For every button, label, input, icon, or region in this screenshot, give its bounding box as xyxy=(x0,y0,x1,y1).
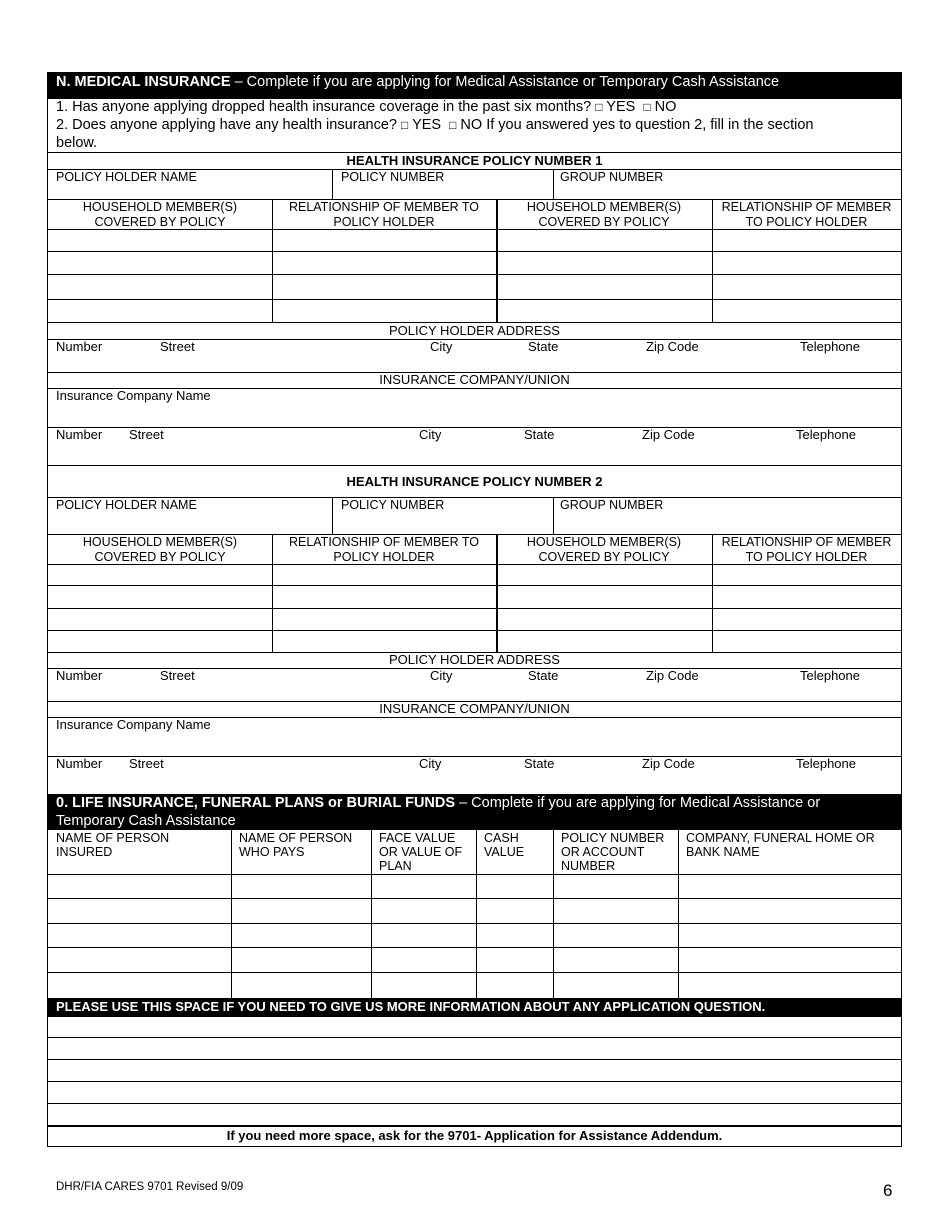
policy-1-addr-city: City xyxy=(430,339,453,354)
section-n-subtitle: – Complete if you are applying for Medical Assistance or Temporary Cash Assistance xyxy=(230,74,780,90)
policy-1-member-row[interactable] xyxy=(48,251,901,252)
policy-2-member-row[interactable] xyxy=(48,630,901,631)
policy-2-co-zip: Zip Code xyxy=(642,756,695,771)
policy-1-member-row[interactable] xyxy=(48,299,901,300)
policy-1-group-number-label: GROUP NUMBER xyxy=(560,170,664,184)
policy-1-addr-telephone: Telephone xyxy=(800,339,860,354)
policy-2-co-state: State xyxy=(524,756,555,771)
section-o-row[interactable] xyxy=(48,923,901,924)
policy-2-co-city: City xyxy=(419,756,442,771)
policy-2-addr-zip: Zip Code xyxy=(646,668,699,683)
section-o-row[interactable] xyxy=(48,898,901,899)
policy-2-addr-telephone: Telephone xyxy=(800,668,860,683)
section-o-subtitle-line2: Temporary Cash Assistance xyxy=(56,813,236,829)
question-2-followup-cont: below. xyxy=(56,135,98,151)
more-info-line[interactable] xyxy=(48,1037,901,1038)
policy-1-co-state: State xyxy=(524,427,555,442)
section-o-col-policy-number: POLICY NUMBER OR ACCOUNT NUMBER xyxy=(561,831,665,873)
section-o-title: 0. LIFE INSURANCE, FUNERAL PLANS or BURIAL FUNDS xyxy=(56,795,456,811)
q2-followup: If you answered yes to question 2, fill in the section xyxy=(486,117,814,133)
section-n-header xyxy=(48,73,901,99)
policy-2-company-heading: INSURANCE COMPANY/UNION xyxy=(379,701,570,716)
policy-2-policy-number-label: POLICY NUMBER xyxy=(341,498,445,512)
policy-2-relationship-col-b: RELATIONSHIP OF MEMBER TO POLICY HOLDER xyxy=(721,535,892,564)
policy-2-relationship-col-a: RELATIONSHIP OF MEMBER TO POLICY HOLDER xyxy=(288,535,480,564)
policy-1-co-street: Street xyxy=(129,427,164,442)
more-info-header: PLEASE USE THIS SPACE IF YOU NEED TO GIVE US MORE INFORMATION ABOUT ANY APPLICATION QUESTION. xyxy=(48,998,901,1016)
q1-yes-checkbox[interactable]: □ xyxy=(595,100,603,114)
policy-2-company-name-label: Insurance Company Name xyxy=(56,717,211,732)
policy-2-co-number: Number xyxy=(56,756,103,771)
policy-2-addr-street: Street xyxy=(160,668,195,683)
policy-1-address-heading: POLICY HOLDER ADDRESS xyxy=(389,323,560,338)
q2-yes-checkbox[interactable]: □ xyxy=(401,118,409,132)
more-info-line[interactable] xyxy=(48,1059,901,1060)
policy-1-company-name-label: Insurance Company Name xyxy=(56,388,211,403)
policy-2-addr-city: City xyxy=(430,668,453,683)
policy-1-policy-number-label: POLICY NUMBER xyxy=(341,170,445,184)
question-1: 1. Has anyone applying dropped health insurance coverage in the past six months? □ YES □ NO xyxy=(56,99,677,115)
policy-2-members-col-a: HOUSEHOLD MEMBER(S) COVERED BY POLICY xyxy=(82,535,238,564)
q2-no-checkbox[interactable]: □ xyxy=(449,118,457,132)
page-number: 6 xyxy=(883,1181,893,1200)
policy-1-addr-street: Street xyxy=(160,339,195,354)
q1-yes-label: YES xyxy=(606,99,636,115)
section-o-col-face-value: FACE VALUE OR VALUE OF PLAN xyxy=(379,831,463,873)
form-code: DHR/FIA CARES 9701 Revised 9/09 xyxy=(56,1181,244,1193)
q1-no-checkbox[interactable]: □ xyxy=(643,100,651,114)
policy-2-addr-state: State xyxy=(528,668,559,683)
section-o-row[interactable] xyxy=(48,972,901,973)
more-info-line[interactable] xyxy=(48,1103,901,1104)
section-o-subtitle: – Complete if you are applying for Medical Assistance or xyxy=(455,795,821,811)
policy-2-address-heading: POLICY HOLDER ADDRESS xyxy=(389,652,560,667)
policy-2-member-row[interactable] xyxy=(48,608,901,609)
section-o-header xyxy=(48,794,901,830)
policy-1-heading: HEALTH INSURANCE POLICY NUMBER 1 xyxy=(346,153,603,168)
policy-2-co-street: Street xyxy=(129,756,164,771)
policy-1-co-city: City xyxy=(419,427,442,442)
section-o-row[interactable] xyxy=(48,947,901,948)
more-space-note: If you need more space, ask for the 9701- Application for Assistance Addendum. xyxy=(226,1128,723,1143)
section-o-col-company: COMPANY, FUNERAL HOME OR BANK NAME xyxy=(686,831,875,859)
policy-1-members-col-b: HOUSEHOLD MEMBER(S) COVERED BY POLICY xyxy=(526,200,682,229)
section-n-title: N. MEDICAL INSURANCE xyxy=(56,74,231,90)
policy-2-co-telephone: Telephone xyxy=(796,756,856,771)
policy-2-members-col-b: HOUSEHOLD MEMBER(S) COVERED BY POLICY xyxy=(526,535,682,564)
q2-yes-label: YES xyxy=(412,117,442,133)
policy-1-relationship-col-a: RELATIONSHIP OF MEMBER TO POLICY HOLDER xyxy=(288,200,480,229)
policy-1-co-telephone: Telephone xyxy=(796,427,856,442)
policy-2-addr-number: Number xyxy=(56,668,103,683)
question-2: 2. Does anyone applying have any health insurance? □ YES □ NO If you answered yes to question 2, fill in the section xyxy=(56,117,814,133)
section-o-col-person-insured: NAME OF PERSON INSURED xyxy=(56,831,170,859)
policy-2-group-number-label: GROUP NUMBER xyxy=(560,498,664,512)
policy-1-relationship-col-b: RELATIONSHIP OF MEMBER TO POLICY HOLDER xyxy=(721,200,892,229)
policy-1-addr-zip: Zip Code xyxy=(646,339,699,354)
section-o-col-person-pays: NAME OF PERSON WHO PAYS xyxy=(239,831,353,859)
policy-2-member-row[interactable] xyxy=(48,585,901,586)
more-info-line[interactable] xyxy=(48,1081,901,1082)
policy-1-company-heading: INSURANCE COMPANY/UNION xyxy=(379,372,570,387)
policy-1-addr-state: State xyxy=(528,339,559,354)
policy-1-addr-number: Number xyxy=(56,339,103,354)
q2-no-label: NO xyxy=(460,117,483,133)
policy-1-members-col-a: HOUSEHOLD MEMBER(S) COVERED BY POLICY xyxy=(82,200,238,229)
policy-2-heading: HEALTH INSURANCE POLICY NUMBER 2 xyxy=(346,474,603,489)
q1-no-label: NO xyxy=(654,99,677,115)
application-form xyxy=(47,72,902,1147)
policy-1-co-zip: Zip Code xyxy=(642,427,695,442)
policy-1-member-row[interactable] xyxy=(48,274,901,275)
section-o-col-cash-value: CASH VALUE xyxy=(484,831,525,859)
policy-2-holder-name-label: POLICY HOLDER NAME xyxy=(56,498,197,512)
policy-1-holder-name-label: POLICY HOLDER NAME xyxy=(56,170,197,184)
policy-1-co-number: Number xyxy=(56,427,103,442)
